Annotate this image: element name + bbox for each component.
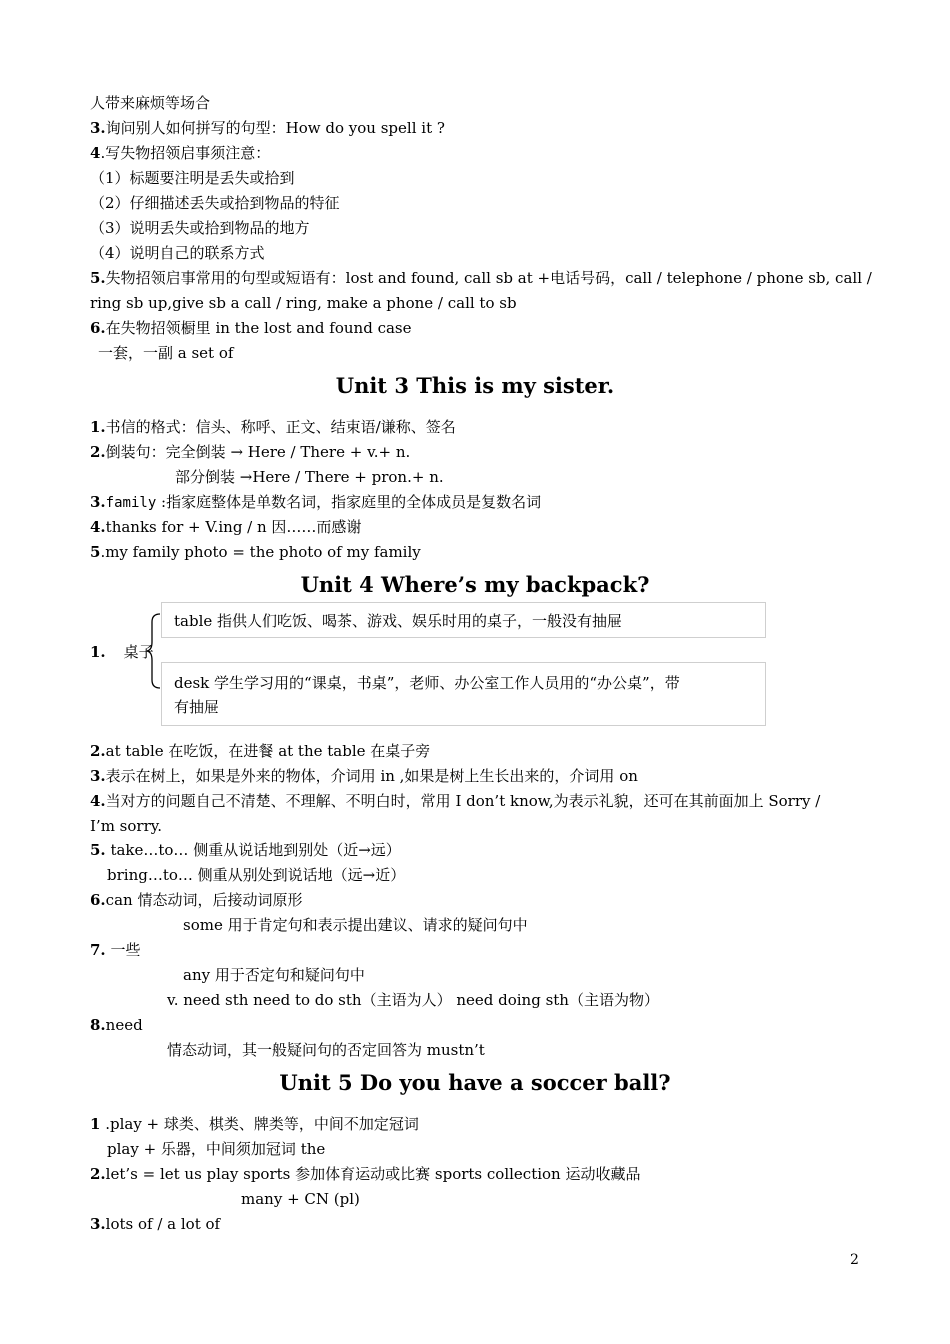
text-line: 6.在失物招领橱里 in the lost and found case — [90, 319, 412, 337]
text-line: （3）说明丢失或拾到物品的地方 — [90, 219, 310, 237]
desk-definition-box: desk 学生学习用的“课桌，书桌”，老师、办公室工作人员用的“办公桌”，带 有抽屉 — [161, 662, 766, 726]
page-number: 2 — [850, 1252, 859, 1268]
text-line: 6.can 情态动词，后接动词原形 — [90, 891, 303, 909]
text-line: 3.询问别人如何拼写的句型：How do you spell it ? — [90, 119, 445, 137]
text-line: 3.表示在树上，如果是外来的物体，介词用 in ,如果是树上生长出来的，介词用 on — [90, 767, 638, 785]
text-line: 2.倒装句：完全倒装 → Here / There + v.+ n. — [90, 443, 411, 461]
text-line: 4.thanks for + V.ing / n 因……而感谢 — [90, 518, 362, 536]
text-line: 1. 桌子 — [90, 643, 154, 661]
text-line: bring…to… 侧重从别处到说话地（远→近） — [107, 866, 406, 884]
unit-5-heading: Unit 5 Do you have a soccer ball? — [279, 1070, 671, 1095]
unit-4-heading: Unit 4 Where’s my backpack? — [300, 572, 650, 597]
text-line: 1 .play + 球类、棋类、牌类等，中间不加定冠词 — [90, 1115, 419, 1133]
text-line: 1.书信的格式：信头、称呼、正文、结束语/谦称、签名 — [90, 418, 456, 436]
text-line: 8.need — [90, 1016, 143, 1034]
text-line: play + 乐器，中间须加冠词 the — [107, 1140, 326, 1158]
text-line: （4）说明自己的联系方式 — [90, 244, 265, 262]
text-line: I’m sorry. — [90, 817, 163, 835]
text-line: some 用于肯定句和表示提出建议、请求的疑问句中 — [183, 916, 528, 934]
table-definition-box: table 指供人们吃饭、喝茶、游戏、娱乐时用的桌子，一般没有抽屉 — [161, 602, 766, 638]
text-line: 2.let’s = let us play sports 参加体育运动或比赛 sports collection 运动收藏品 — [90, 1165, 641, 1183]
text-line: （1）标题要注明是丢失或拾到 — [90, 169, 295, 187]
text-line: 5.失物招领启事常用的句型或短语有：lost and found, call sb at +电话号码，call / telephone / phone sb, call / — [90, 269, 872, 287]
text-line: （2）仔细描述丢失或拾到物品的特征 — [90, 194, 340, 212]
text-line: 3.lots of / a lot of — [90, 1215, 221, 1233]
text-line: ring sb up,give sb a call / ring, make a phone / call to sb — [90, 294, 517, 312]
text-line: 情态动词，其一般疑问句的否定回答为 mustn’t — [167, 1041, 485, 1059]
text-line: 人带来麻烦等场合 — [90, 94, 211, 112]
text-line: 4.当对方的问题自己不清楚、不理解、不明白时，常用 I don’t know,为表示礼貌，还可在其前面加上 Sorry / — [90, 792, 821, 810]
text-line: v. need sth need to do sth（主语为人） need doing sth（主语为物） — [167, 991, 659, 1009]
text-line: 4.写失物招领启事须注意： — [90, 144, 271, 162]
text-line: 5.my family photo = the photo of my family — [90, 543, 421, 561]
text-line: 5. take…to… 侧重从说话地到别处（近→远） — [90, 841, 401, 859]
text-line: 部分倒装 →Here / There + pron.+ n. — [175, 468, 444, 486]
curly-brace-icon — [146, 612, 162, 690]
unit-3-heading: Unit 3 This is my sister. — [335, 373, 615, 398]
text-line: 7. 一些 — [90, 941, 141, 959]
text-line: 一套，一副 a set of — [98, 344, 234, 362]
text-line: any 用于否定句和疑问句中 — [183, 966, 365, 984]
text-line: 3.family :指家庭整体是单数名词，指家庭里的全体成员是复数名词 — [90, 493, 542, 511]
text-line: many + CN (pl) — [241, 1190, 360, 1208]
text-line: 2.at table 在吃饭，在进餐 at the table 在桌子旁 — [90, 742, 431, 760]
